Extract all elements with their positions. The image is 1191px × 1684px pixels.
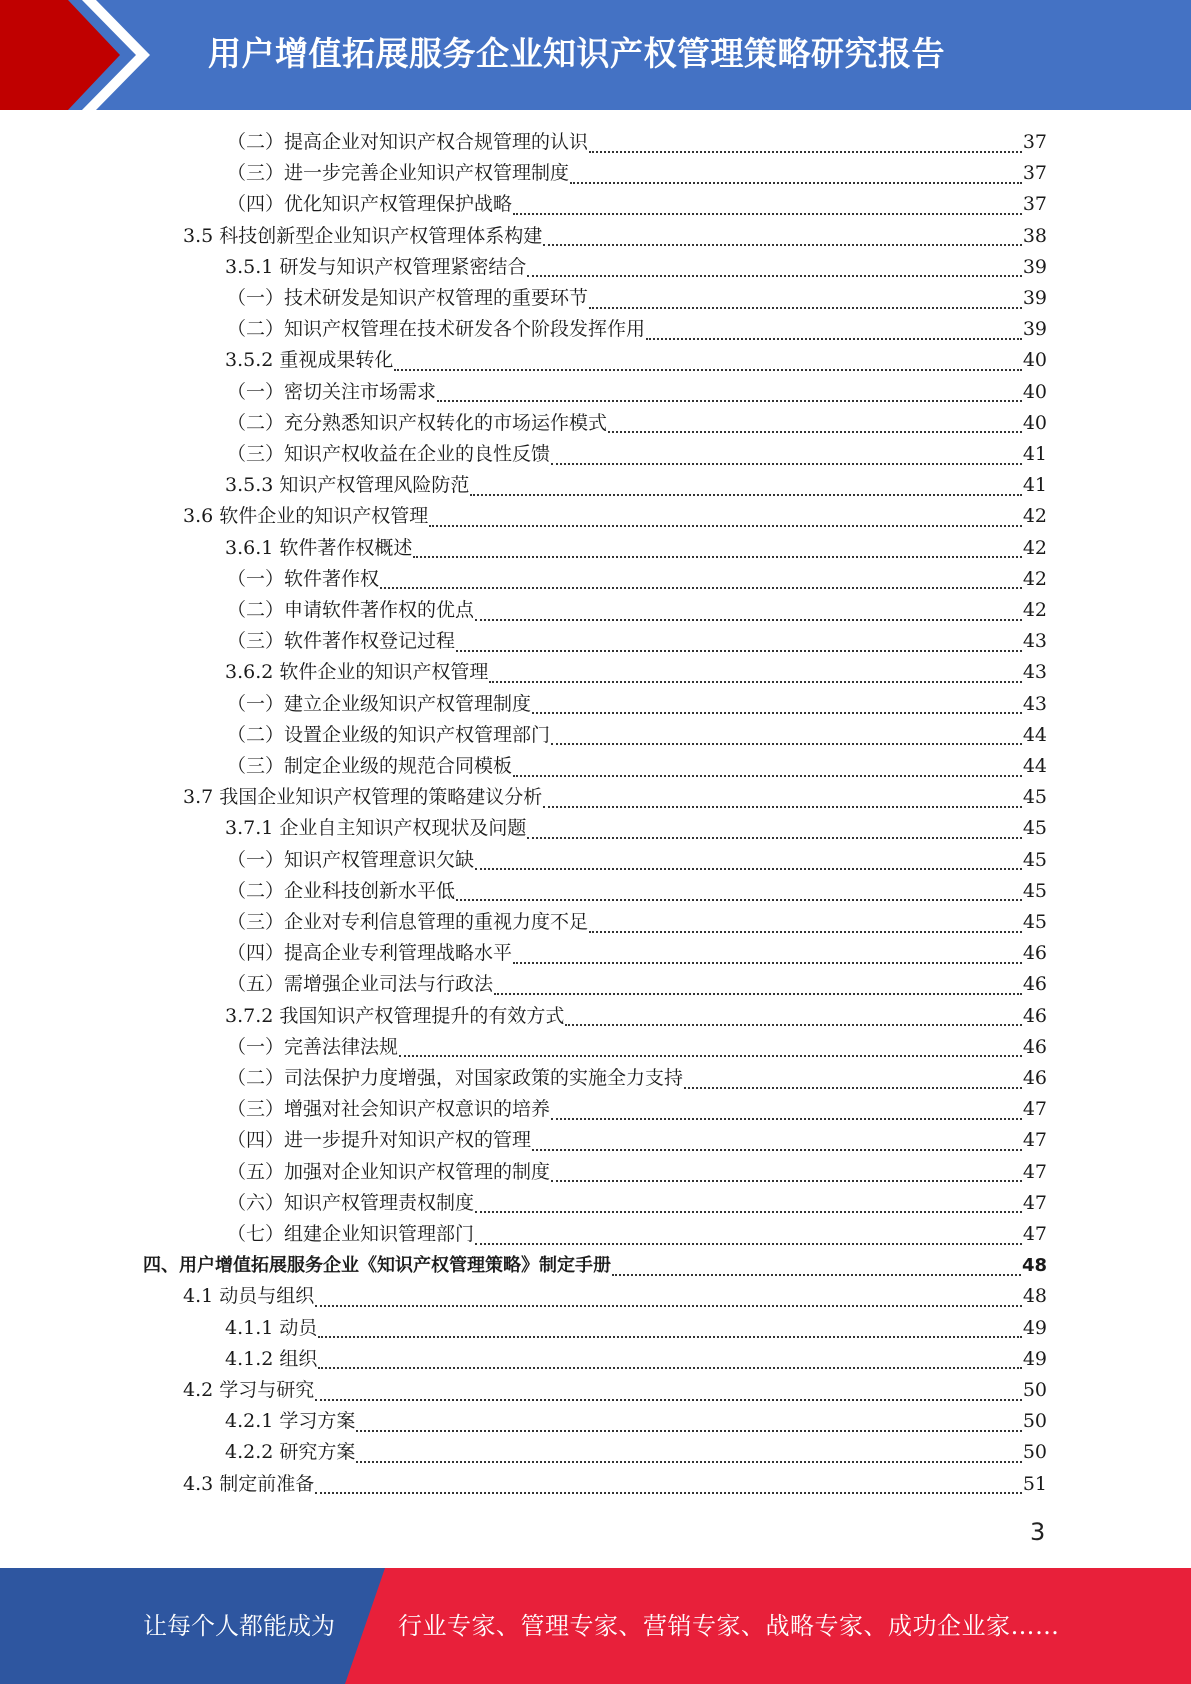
toc-entry[interactable] — [227, 845, 1047, 876]
toc-entry-label: （一）完善法律法规 — [227, 1035, 399, 1058]
toc-leader-dots — [475, 1211, 1022, 1213]
toc-leader-dots — [551, 743, 1022, 745]
toc-entry-label: （一）技术研发是知识产权管理的重要环节 — [227, 287, 589, 309]
toc-entry[interactable] — [227, 720, 1047, 751]
toc-entry[interactable] — [225, 470, 1047, 501]
toc-leader-dots — [551, 1180, 1022, 1182]
toc-leader-dots — [494, 993, 1022, 995]
toc-leader-dots — [527, 275, 1021, 277]
toc-entry-label: 3.5 科技创新型企业知识产权管理体系构建 — [183, 224, 543, 247]
toc-entry-page: 38 — [1022, 224, 1047, 247]
toc-leader-dots — [684, 1087, 1022, 1089]
toc-leader-dots — [456, 650, 1022, 652]
toc-entry-page: 41 — [1022, 443, 1047, 465]
toc-entry-label: 3.7.2 我国知识产权管理提升的有效方式 — [225, 1004, 565, 1027]
toc-entry-label: （三）进一步完善企业知识产权管理制度 — [227, 162, 570, 185]
toc-entry-page: 45 — [1022, 786, 1047, 809]
toc-entry-page: 51 — [1022, 1472, 1047, 1495]
toc-entry-label: 4.2.1 学习方案 — [225, 1410, 356, 1433]
toc-entry-page: 50 — [1022, 1379, 1047, 1401]
toc-entry[interactable] — [227, 1157, 1047, 1188]
toc-entry-label: （三）软件著作权登记过程 — [227, 630, 456, 653]
toc-entry[interactable] — [225, 813, 1047, 844]
toc-entry-label: （五）加强对企业知识产权管理的制度 — [227, 1160, 551, 1183]
toc-entry-label: （三）知识产权收益在企业的良性反馈 — [227, 443, 551, 465]
toc-entry[interactable] — [227, 1032, 1047, 1063]
toc-entry-label: 4.1.1 动员 — [225, 1316, 318, 1339]
toc-entry-label: 3.6.2 软件企业的知识产权管理 — [225, 661, 489, 684]
toc-entry-label: 4.1.2 组织 — [225, 1347, 318, 1370]
toc-entry-label: （一）建立企业级知识产权管理制度 — [227, 692, 532, 715]
toc-entry[interactable] — [227, 158, 1047, 189]
toc-entry[interactable] — [225, 252, 1047, 283]
toc-entry-label: （二）提高企业对知识产权合规管理的认识 — [227, 131, 589, 153]
toc-entry-label: （四）优化知识产权管理保护战略 — [227, 193, 513, 216]
page-footer — [0, 1568, 1191, 1684]
toc-leader-dots — [513, 962, 1022, 964]
toc-entry-page: 37 — [1022, 193, 1047, 216]
toc-entry-page: 45 — [1022, 817, 1047, 840]
toc-entry-page: 48 — [1021, 1255, 1047, 1277]
toc-leader-dots — [429, 525, 1022, 527]
toc-leader-dots — [399, 1055, 1022, 1057]
toc-entry-label: 3.7 我国企业知识产权管理的策略建议分析 — [183, 786, 543, 809]
toc-entry-label: 4.1 动员与组织 — [183, 1285, 315, 1308]
toc-entry[interactable] — [227, 1094, 1047, 1125]
toc-entry-page: 39 — [1022, 287, 1047, 309]
header-arrow-decoration — [0, 0, 150, 110]
toc-entry[interactable] — [225, 1406, 1047, 1437]
toc-leader-dots — [470, 494, 1021, 496]
page-number: 3 — [1030, 1518, 1046, 1546]
toc-leader-dots — [589, 931, 1022, 933]
toc-entry[interactable] — [227, 439, 1047, 470]
toc-leader-dots — [612, 1274, 1021, 1276]
toc-entry-label: （四）进一步提升对知识产权的管理 — [227, 1129, 532, 1152]
toc-entry-page: 46 — [1022, 973, 1047, 996]
toc-entry-page: 43 — [1022, 661, 1047, 684]
toc-leader-dots — [318, 1367, 1021, 1369]
toc-leader-dots — [551, 463, 1022, 465]
toc-entry-label: （四）提高企业专利管理战略水平 — [227, 942, 513, 965]
toc-entry-page: 37 — [1022, 131, 1047, 153]
toc-entry-page: 46 — [1022, 1067, 1047, 1089]
toc-entry-page: 48 — [1022, 1285, 1047, 1308]
toc-entry-label: 4.2 学习与研究 — [183, 1379, 315, 1401]
toc-entry[interactable] — [183, 782, 1047, 813]
toc-leader-dots — [315, 1492, 1022, 1494]
toc-entry[interactable] — [227, 127, 1047, 158]
toc-entry-page: 42 — [1022, 536, 1047, 559]
toc-entry-label: 3.5.3 知识产权管理风险防范 — [225, 474, 470, 497]
toc-entry[interactable] — [227, 1125, 1047, 1156]
toc-entry[interactable] — [143, 1250, 1047, 1281]
toc-leader-dots — [589, 307, 1022, 309]
toc-entry-page: 45 — [1022, 879, 1047, 902]
toc-entry-page: 42 — [1022, 567, 1047, 590]
toc-entry-label: 3.7.1 企业自主知识产权现状及问题 — [225, 817, 527, 840]
toc-entry[interactable] — [183, 1469, 1047, 1500]
toc-entry-page: 40 — [1022, 380, 1047, 403]
toc-entry-label: （三）增强对社会知识产权意识的培养 — [227, 1098, 551, 1121]
toc-entry-label: （五）需增强企业司法与行政法 — [227, 973, 494, 996]
toc-entry[interactable] — [183, 1375, 1047, 1406]
toc-entry[interactable] — [227, 377, 1047, 408]
toc-leader-dots — [513, 775, 1022, 777]
toc-entry-page: 44 — [1022, 755, 1047, 777]
toc-entry-label: （三）制定企业级的规范合同模板 — [227, 755, 513, 777]
toc-leader-dots — [543, 806, 1022, 808]
toc-entry-label: （二）企业科技创新水平低 — [227, 879, 456, 902]
toc-entry[interactable] — [227, 564, 1047, 595]
toc-entry[interactable] — [227, 1188, 1047, 1219]
toc-entry[interactable] — [183, 1281, 1047, 1312]
toc-leader-dots — [315, 1399, 1022, 1401]
toc-leader-dots — [356, 1461, 1021, 1463]
toc-entry-label: 3.6.1 软件著作权概述 — [225, 536, 413, 559]
toc-entry[interactable] — [183, 221, 1047, 252]
toc-entry-page: 46 — [1022, 1035, 1047, 1058]
toc-entry[interactable] — [227, 626, 1047, 657]
toc-entry-label: （二）充分熟悉知识产权转化的市场运作模式 — [227, 411, 608, 434]
toc-entry-label: 3.5.2 重视成果转化 — [225, 349, 394, 372]
toc-entry-page: 40 — [1022, 411, 1047, 434]
toc-entry-label: （一）密切关注市场需求 — [227, 380, 437, 403]
toc-leader-dots — [356, 1430, 1021, 1432]
toc-entry-page: 42 — [1022, 505, 1047, 528]
toc-entry[interactable] — [225, 345, 1047, 376]
toc-leader-dots — [318, 1336, 1021, 1338]
toc-entry-page: 41 — [1022, 474, 1047, 497]
toc-entry-page: 43 — [1022, 692, 1047, 715]
toc-entry-label: （三）企业对专利信息管理的重视力度不足 — [227, 911, 589, 933]
toc-entry-page: 49 — [1022, 1316, 1047, 1339]
toc-leader-dots — [437, 400, 1022, 402]
toc-entry-label: 四、用户增值拓展服务企业《知识产权管理策略》制定手册 — [143, 1255, 611, 1277]
toc-entry-page: 47 — [1022, 1191, 1047, 1214]
toc-leader-dots — [551, 1118, 1022, 1120]
toc-entry-page: 47 — [1022, 1098, 1047, 1121]
toc-leader-dots — [570, 182, 1022, 184]
toc-entry-page: 47 — [1022, 1223, 1047, 1245]
toc-leader-dots — [527, 837, 1021, 839]
toc-entry[interactable] — [227, 689, 1047, 720]
toc-entry-page: 42 — [1022, 599, 1047, 621]
toc-leader-dots — [589, 151, 1022, 153]
footer-slogan-right: 行业专家、管理专家、营销专家、战略专家、成功企业家…… — [398, 1612, 1060, 1640]
toc-entry-page: 37 — [1022, 162, 1047, 185]
toc-entry-label: （六）知识产权管理责权制度 — [227, 1191, 475, 1214]
toc-leader-dots — [608, 431, 1022, 433]
toc-leader-dots — [315, 1305, 1022, 1307]
footer-slogan-left: 让每个人都能成为 — [143, 1612, 335, 1640]
toc-entry-label: （二）申请软件著作权的优点 — [227, 599, 475, 621]
toc-entry[interactable] — [183, 501, 1047, 532]
toc-entry[interactable] — [227, 969, 1047, 1000]
toc-leader-dots — [543, 244, 1022, 246]
toc-leader-dots — [456, 899, 1022, 901]
toc-leader-dots — [565, 1024, 1021, 1026]
toc-leader-dots — [532, 1149, 1022, 1151]
toc-entry-page: 49 — [1022, 1347, 1047, 1370]
toc-entry-page: 45 — [1022, 911, 1047, 933]
toc-leader-dots — [646, 338, 1022, 340]
toc-leader-dots — [475, 619, 1022, 621]
toc-entry-label: （七）组建企业知识管理部门 — [227, 1223, 475, 1245]
toc-entry-label: 3.5.1 研发与知识产权管理紧密结合 — [225, 255, 527, 278]
toc-leader-dots — [513, 213, 1022, 215]
toc-entry-page: 50 — [1022, 1441, 1047, 1464]
toc-entry-page: 46 — [1022, 1004, 1047, 1027]
toc-entry-page: 44 — [1022, 723, 1047, 746]
toc-entry-page: 40 — [1022, 349, 1047, 372]
toc-entry[interactable] — [227, 938, 1047, 969]
toc-leader-dots — [413, 556, 1021, 558]
toc-entry-page: 50 — [1022, 1410, 1047, 1433]
toc-entry[interactable] — [227, 408, 1047, 439]
toc-entry[interactable] — [225, 1344, 1047, 1375]
toc-entry[interactable] — [227, 751, 1047, 782]
toc-leader-dots — [475, 868, 1022, 870]
toc-entry[interactable] — [227, 1219, 1047, 1250]
toc-entry-label: （一）软件著作权 — [227, 567, 380, 590]
toc-entry-page: 43 — [1022, 630, 1047, 653]
toc-entry-page: 47 — [1022, 1129, 1047, 1152]
toc-entry-page: 39 — [1022, 255, 1047, 278]
toc-entry[interactable] — [227, 907, 1047, 938]
toc-entry-label: （二）知识产权管理在技术研发各个阶段发挥作用 — [227, 318, 646, 341]
toc-entry-label: 3.6 软件企业的知识产权管理 — [183, 505, 429, 528]
toc-entry-label: （二）设置企业级的知识产权管理部门 — [227, 723, 551, 746]
page-header — [0, 0, 1191, 110]
toc-entry-page: 45 — [1022, 848, 1047, 871]
toc-entry[interactable] — [225, 533, 1047, 564]
toc-entry-page: 47 — [1022, 1160, 1047, 1183]
toc-entry[interactable] — [227, 876, 1047, 907]
toc-entry[interactable] — [227, 189, 1047, 220]
toc-leader-dots — [475, 1243, 1022, 1245]
toc-entry[interactable] — [225, 1001, 1047, 1032]
toc-leader-dots — [380, 587, 1022, 589]
toc-entry-label: 4.2.2 研究方案 — [225, 1441, 356, 1464]
toc-entry[interactable] — [227, 595, 1047, 626]
toc-entry-page: 39 — [1022, 318, 1047, 341]
toc-entry[interactable] — [225, 1313, 1047, 1344]
toc-leader-dots — [532, 712, 1022, 714]
toc-entry-label: （二）司法保护力度增强，对国家政策的实施全力支持 — [227, 1067, 684, 1089]
toc-leader-dots — [489, 681, 1021, 683]
toc-leader-dots — [394, 369, 1021, 371]
toc-entry-page: 46 — [1022, 942, 1047, 965]
toc-entry-label: （一）知识产权管理意识欠缺 — [227, 848, 475, 871]
toc-entry[interactable] — [227, 314, 1047, 345]
toc-entry-label: 4.3 制定前准备 — [183, 1472, 315, 1495]
toc-entry[interactable] — [225, 657, 1047, 688]
toc-entry[interactable] — [227, 1063, 1047, 1094]
report-title: 用户增值拓展服务企业知识产权管理策略研究报告 — [208, 34, 945, 73]
toc-entry[interactable] — [227, 283, 1047, 314]
toc-entry[interactable] — [225, 1437, 1047, 1468]
